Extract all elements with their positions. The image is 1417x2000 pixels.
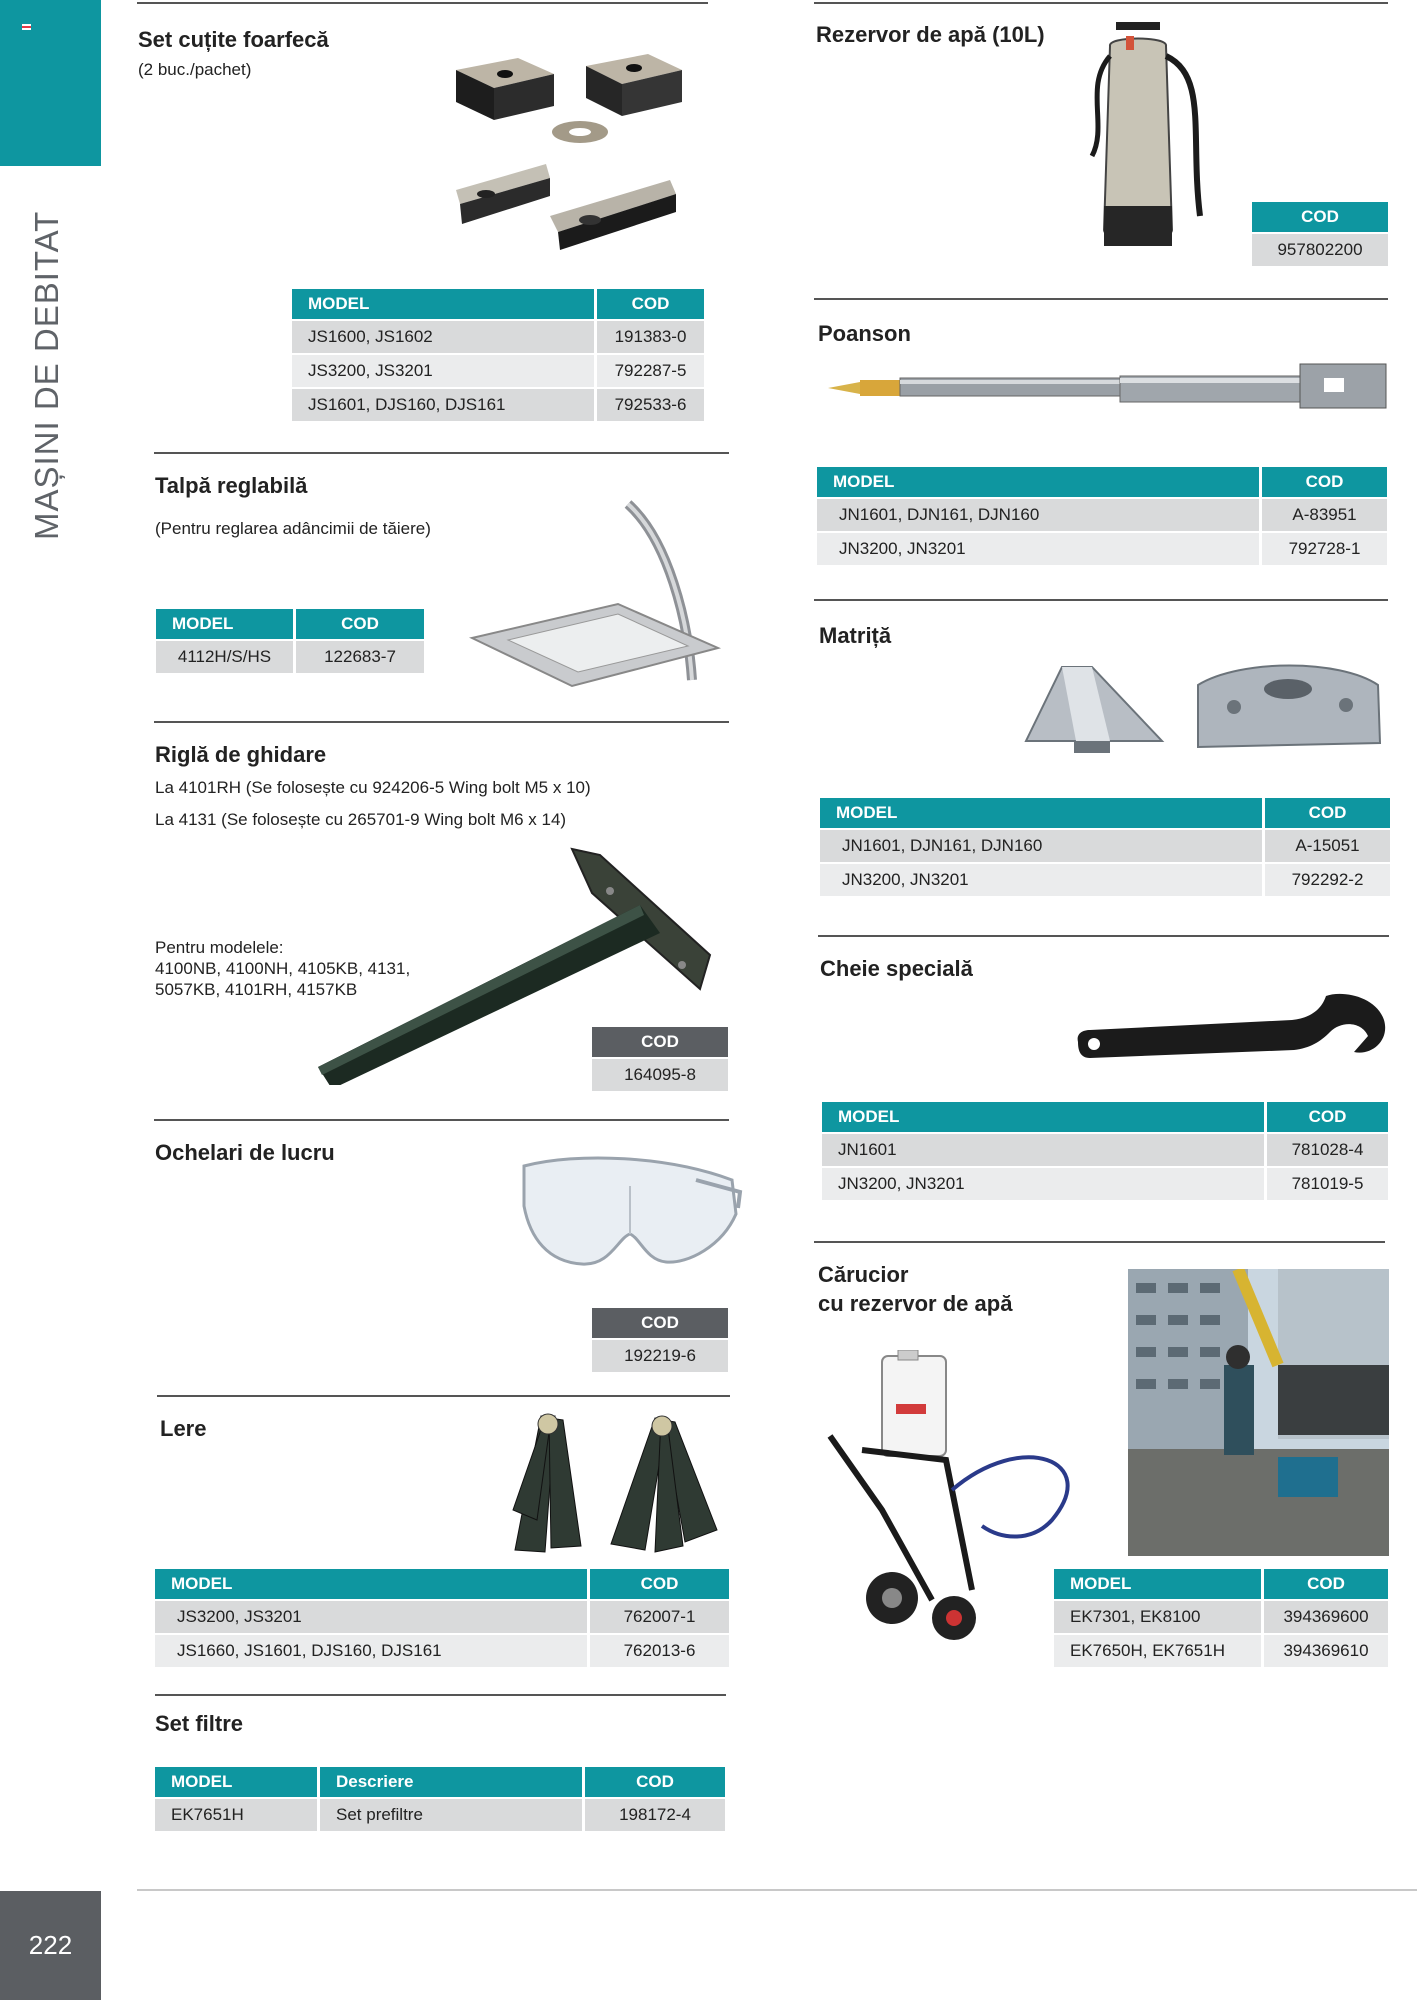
section-title-carucior-1: Cărucior [818,1262,909,1287]
col-header-cod: COD [1265,798,1390,828]
shear-blade-set-icon [450,28,690,258]
col-header-cod: COD [1267,1102,1388,1132]
table-row: EK7651H Set prefiltre 198172-4 [155,1799,725,1831]
section-title-rezervor: Rezervor de apă (10L) [816,22,1045,47]
section-divider [818,935,1389,937]
col-header-cod: COD [585,1767,725,1797]
section-subtitle-talpa: (Pentru reglarea adâncimii de tăiere) [155,519,431,538]
rigla-note-2: La 4131 (Se folosește cu 265701-9 Wing bolt M6 x 14) [155,810,567,829]
section-divider [154,452,729,454]
table-row: 4112H/S/HS 122683-7 [156,641,424,673]
section-title-ochelari: Ochelari de lucru [155,1140,335,1165]
section-title-lere: Lere [160,1416,207,1441]
col-header-cod: COD [296,609,424,639]
table-row: JS1660, JS1601, DJS160, DJS161 762013-6 [155,1635,729,1667]
table-row: JS1600, JS1602 191383-0 [292,321,704,353]
section-title-poanson: Poanson [818,321,911,346]
section-subtitle-set-cutite: (2 buc./pachet) [138,60,252,79]
section-title-talpa: Talpă reglabilă [155,473,308,498]
table-ochelari-cod [589,1306,731,1374]
col-header-cod: COD [1252,202,1388,232]
page-number: 222 [0,1891,101,2000]
col-header-cod: COD [1262,467,1387,497]
section-divider [137,2,708,4]
col-header-model: MODEL [817,467,1259,497]
col-header-model: MODEL [820,798,1262,828]
die-icon [1020,655,1385,765]
table-carucior [1051,1567,1391,1669]
rigla-models-line-1: 4100NB, 4100NH, 4105KB, 4131, [155,959,411,978]
table-row: EK7650H, EK7651H 394369610 [1054,1635,1388,1667]
col-header-cod: COD [592,1308,728,1338]
section-divider [155,1694,726,1696]
section-title-filtre: Set filtre [155,1711,244,1736]
adjustable-base-icon [468,500,728,700]
special-wrench-icon [1072,992,1392,1072]
section-divider [814,1241,1385,1243]
construction-site-photo [1128,1269,1389,1556]
table-row: JN3200, JN3201 792292-2 [820,864,1390,896]
table-row: 957802200 [1252,234,1388,266]
section-title-set-cutite: Set cuțite foarfecă [138,27,329,52]
col-header-model: MODEL [155,1767,317,1797]
table-poanson [814,465,1390,567]
table-cheie [819,1100,1391,1202]
section-divider [814,2,1388,4]
section-title-cheie: Cheie specială [820,956,973,981]
table-row: 164095-8 [592,1059,728,1091]
table-row: JN1601 781028-4 [822,1134,1388,1166]
col-header-model: MODEL [822,1102,1264,1132]
col-header-cod: COD [597,289,704,319]
table-row: JN1601, DJN161, DJN160 A-15051 [820,830,1390,862]
table-filtre [152,1765,728,1833]
table-row: JN1601, DJN161, DJN160 A-83951 [817,499,1387,531]
rigla-models-line-2: 5057KB, 4101RH, 4157KB [155,980,358,999]
col-header-model: MODEL [156,609,293,639]
rigla-note-1: La 4101RH (Se folosește cu 924206-5 Wing bolt M5 x 10) [155,778,591,797]
table-matrita [817,796,1393,898]
table-lere [152,1567,732,1669]
section-title-rigla: Riglă de ghidare [155,742,327,767]
col-header-model: MODEL [292,289,594,319]
table-row: JS3200, JS3201 762007-1 [155,1601,729,1633]
safety-glasses-icon [518,1150,743,1285]
col-header-model: MODEL [155,1569,587,1599]
table-rigla-cod [589,1025,731,1093]
col-header-cod: COD [590,1569,729,1599]
section-divider [814,298,1388,300]
punch-icon [824,358,1390,410]
col-header-cod: COD [1264,1569,1388,1599]
section-title-matrita: Matriță [819,623,892,648]
section-divider [157,1395,730,1397]
table-row: JS3200, JS3201 792287-5 [292,355,704,387]
section-divider [154,1119,729,1121]
footer-divider [137,1889,1417,1891]
table-row: JN3200, JN3201 792728-1 [817,533,1387,565]
col-header-descriere: Descriere [320,1767,582,1797]
water-tank-icon [1078,16,1228,266]
table-row: JS1601, DJS160, DJS161 792533-6 [292,389,704,421]
feeler-gauge-icon [505,1410,730,1560]
section-title-carucior-2: cu rezervor de apă [818,1291,1013,1316]
table-row: EK7301, EK8100 394369600 [1054,1601,1388,1633]
section-divider [814,599,1388,601]
section-divider [154,721,729,723]
table-row: 192219-6 [592,1340,728,1372]
flag-icon [22,24,31,30]
table-talpa [153,607,427,675]
table-rezervor-cod [1249,200,1391,268]
sidebar-category-title: MAȘINI DE DEBITAT [28,210,65,540]
col-header-cod: COD [592,1027,728,1057]
col-header-model: MODEL [1054,1569,1261,1599]
table-set-cutite [289,287,707,423]
rigla-models-label: Pentru modelele: [155,938,284,957]
table-row: JN3200, JN3201 781019-5 [822,1168,1388,1200]
